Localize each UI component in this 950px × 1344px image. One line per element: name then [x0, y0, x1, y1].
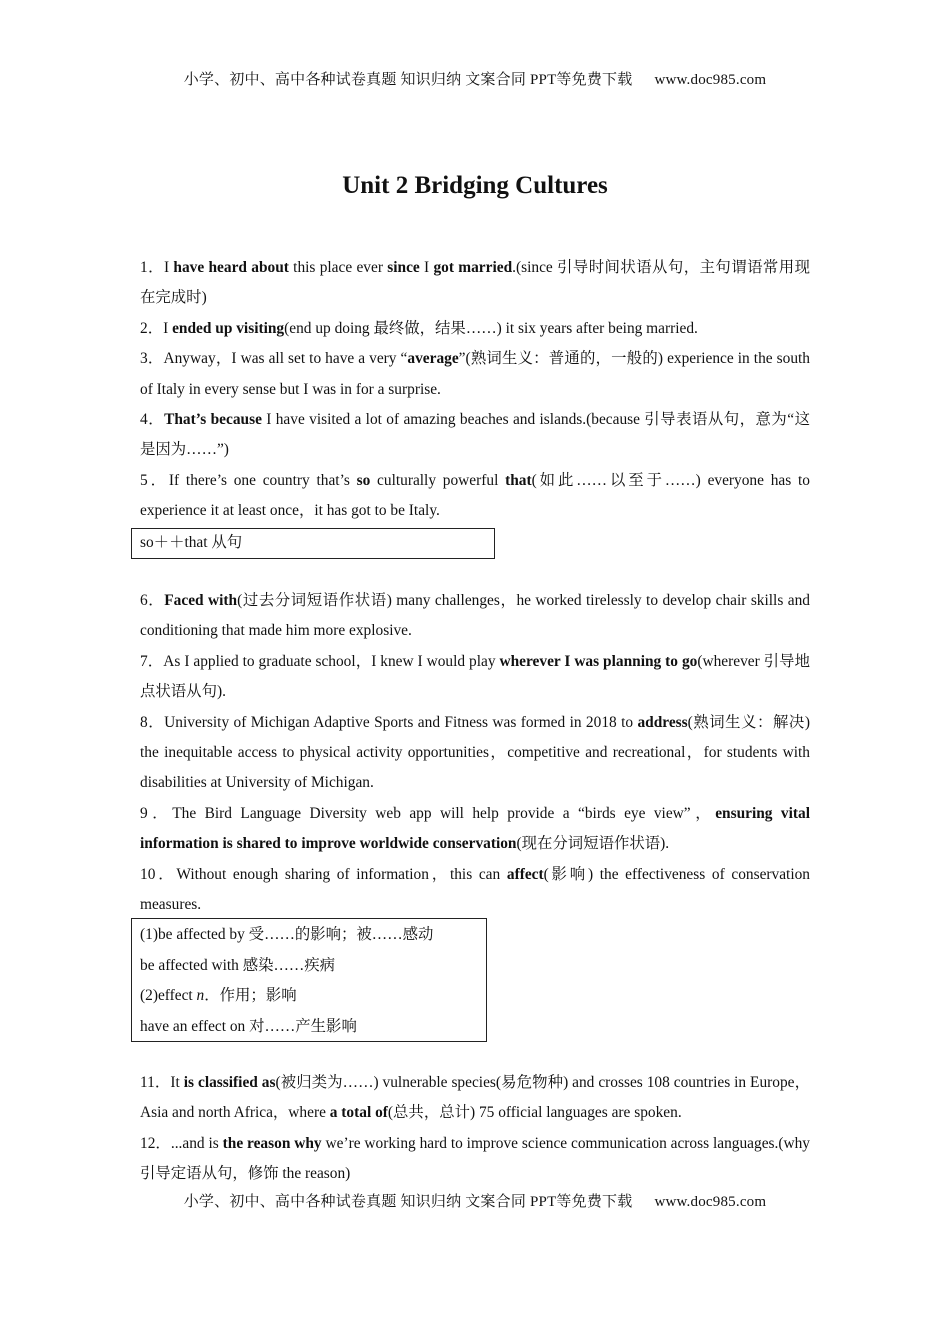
sentence-item [140, 647, 810, 708]
header-site-link[interactable]: www.doc985.com [654, 72, 767, 88]
key-phrase: have heard about [173, 259, 289, 276]
sentence-text: (总共，总计) 75 official languages are spoken. [387, 1104, 682, 1122]
sentence-text: The Bird Language Diversity web app will help provide a “birds eye view”， [172, 804, 716, 822]
sentence-item [140, 860, 810, 921]
sentence-text: ”(熟词生义：普通的，一般的) experience in the south of Italy in every sense but I was in for a surprise. [140, 350, 810, 398]
sentence-text: It [170, 1074, 184, 1091]
key-phrase: a total of [329, 1104, 388, 1122]
footer-site-link[interactable]: www.doc985.com [654, 1194, 767, 1210]
note-box-so-that-text: so＋＋that 从句 [140, 534, 243, 551]
sentence-item [140, 466, 810, 527]
sentence-text: (wherever 引导地点状语从句). [140, 652, 811, 701]
sentence-number: 8． [140, 713, 165, 731]
sentence-number: 11． [140, 1074, 171, 1091]
key-phrase: is classified as [183, 1074, 276, 1091]
sentence-list-part-3 [140, 1068, 810, 1190]
sentence-text: I have visited a lot of amazing beaches and islands.(because 引导表语从句，意为“这是因为……”) [140, 411, 810, 459]
sentence-text: I [163, 259, 174, 276]
key-phrase: so [356, 471, 371, 489]
sentence-text: we’re working hard to improve science communication across languages.(why 引导定语从句，修饰 the reason) [140, 1134, 810, 1183]
key-phrase: affect [506, 865, 544, 883]
sentence-number: 9． [140, 804, 173, 822]
sentence-item [140, 799, 810, 860]
key-phrase: average [407, 350, 459, 368]
note-box-so-that [131, 528, 495, 559]
sentence-list-part-2 [140, 586, 810, 920]
page-header [0, 68, 950, 89]
sentence-text: (熟词生义：解决) the inequitable access to physical activity opportunities，competitive and recreational，for students with disabilities at University of Michigan. [140, 713, 810, 792]
sentence-number: 1． [140, 259, 164, 276]
page-title: Unit 2 Bridging Cultures [342, 172, 608, 199]
sentence-item [140, 1068, 810, 1129]
sentence-text: culturally powerful [370, 471, 506, 489]
sentence-text: Without enough sharing of information，this can [176, 865, 507, 883]
sentence-number: 10． [140, 865, 177, 883]
sentence-number: 2． [140, 319, 164, 337]
sentence-text: I [419, 259, 434, 276]
sentence-text: (现在分词短语作状语). [516, 835, 670, 853]
sentence-number: 7． [140, 652, 164, 670]
header-text: 小学、初中、高中各种试卷真题 知识归纳 文案合同 PPT等免费下载 [183, 72, 633, 88]
sentence-text: (被归类为……) vulnerable species(易危物种) and crosses 108 countries in Europe，Asia and north Africa，where [140, 1074, 810, 1122]
key-phrase: wherever I was planning to go [499, 652, 698, 670]
page-footer [0, 1190, 950, 1211]
note-line: be affected with 感染……疾病 [140, 956, 336, 974]
key-phrase: ended up visiting [172, 319, 285, 337]
sentence-text: If there’s one country that’s [168, 471, 357, 489]
sentence-text: (end up doing 最终做，结果……) it six years after being married. [284, 319, 698, 337]
sentence-text: I [163, 319, 173, 337]
sentence-text: As I applied to graduate school，I knew I would play [163, 652, 500, 670]
sentence-text: (如此……以至于……) everyone has to experience it at least once，it has got to be Italy. [140, 471, 810, 520]
sentence-item [140, 1129, 810, 1190]
key-phrase: ensuring vital information is shared to improve worldwide conservation [140, 804, 810, 853]
note-box-affect [131, 918, 487, 1042]
sentence-number: 3． [140, 350, 164, 368]
sentence-text: (影响) the effectiveness of conservation measures. [140, 865, 810, 914]
key-phrase: since [387, 259, 420, 276]
note-line: (2)effect n．作用；影响 [140, 987, 297, 1004]
sentence-item [140, 253, 810, 314]
key-phrase: got married [433, 259, 513, 276]
sentence-text: .(since 引导时间状语从句，主句谓语常用现在完成时) [140, 259, 810, 307]
sentence-number: 12． [140, 1134, 171, 1152]
sentence-item [140, 314, 810, 344]
sentence-list-part-1 [140, 253, 810, 527]
sentence-item [140, 405, 810, 466]
sentence-text: this place ever [288, 259, 388, 276]
sentence-number: 6． [140, 592, 165, 609]
sentence-text: (过去分词短语作状语) many challenges，he worked tirelessly to develop chair skills and conditioning that made him more explosive. [140, 592, 810, 640]
key-phrase: that [505, 471, 532, 489]
footer-text: 小学、初中、高中各种试卷真题 知识归纳 文案合同 PPT等免费下载 [183, 1194, 633, 1210]
key-phrase: address [637, 713, 688, 731]
sentence-text: Anyway，I was all set to have a very “ [163, 350, 408, 368]
sentence-text: ...and is [170, 1134, 223, 1152]
sentence-item [140, 344, 810, 405]
key-phrase: the reason why [222, 1134, 322, 1152]
sentence-number: 5． [140, 471, 169, 489]
key-phrase: Faced with [164, 592, 238, 609]
key-phrase: That’s because [164, 411, 262, 429]
note-line: (1)be affected by 受……的影响；被……感动 [140, 926, 434, 943]
sentence-text: University of Michigan Adaptive Sports and Fitness was formed in 2018 to [164, 713, 638, 731]
sentence-number: 4． [140, 411, 165, 429]
sentence-item [140, 708, 810, 799]
sentence-item [140, 586, 810, 647]
note-line: have an effect on 对……产生影响 [140, 1017, 357, 1035]
